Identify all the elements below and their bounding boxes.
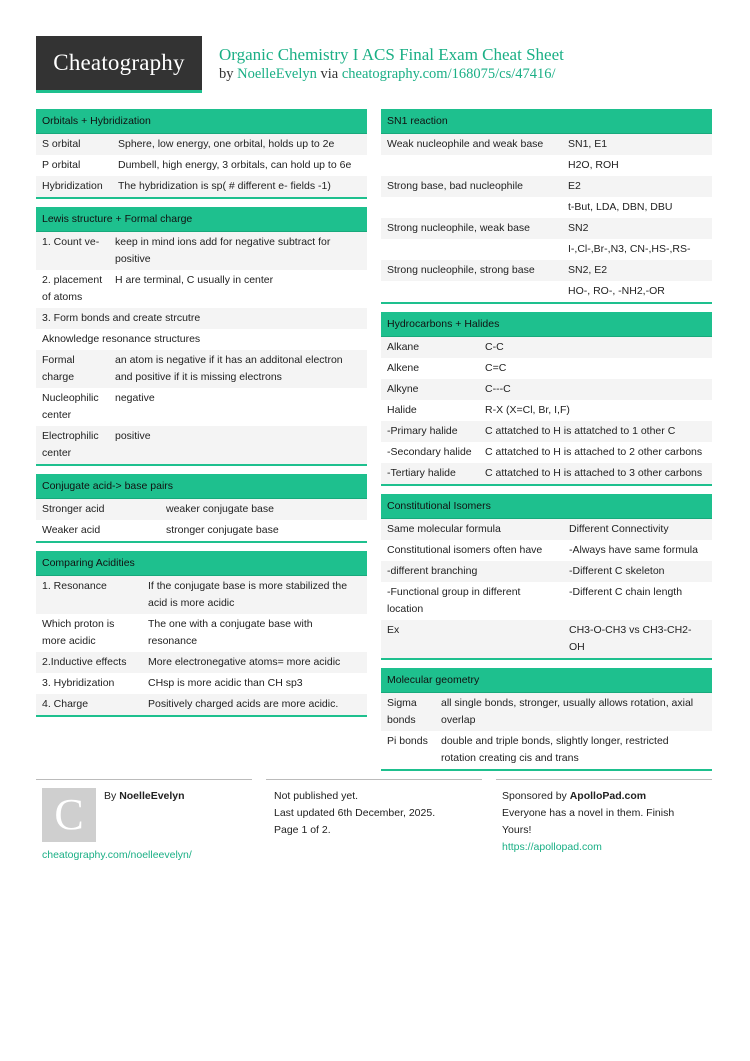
row-value: t-But, LDA, DBN, DBU bbox=[562, 197, 712, 218]
author-avatar: C bbox=[42, 788, 96, 842]
section-table bbox=[36, 499, 367, 541]
table-row bbox=[381, 379, 712, 400]
row-value: More electronegative atoms= more acidic bbox=[142, 652, 367, 673]
table-row bbox=[36, 388, 367, 426]
section-sn1 bbox=[381, 109, 712, 304]
section-title: Molecular geometry bbox=[381, 668, 712, 693]
footer-by bbox=[104, 790, 185, 802]
table-row bbox=[381, 561, 712, 582]
right-column bbox=[381, 109, 712, 779]
table-row bbox=[381, 281, 712, 302]
sponsor-url-link[interactable]: https://apollopad.com bbox=[502, 841, 602, 853]
section-table bbox=[381, 134, 712, 302]
row-value: -Different C chain length bbox=[563, 582, 712, 620]
table-row bbox=[381, 540, 712, 561]
section-acidities bbox=[36, 551, 367, 717]
row-label: Alkene bbox=[381, 358, 479, 379]
section-title: Lewis structure + Formal charge bbox=[36, 207, 367, 232]
table-row bbox=[381, 260, 712, 281]
table-row bbox=[36, 176, 367, 197]
row-value: H2O, ROH bbox=[562, 155, 712, 176]
table-row bbox=[36, 499, 367, 520]
row-value: SN1, E1 bbox=[562, 134, 712, 155]
byline bbox=[219, 66, 556, 83]
row-value: C---C bbox=[479, 379, 712, 400]
page-footer bbox=[36, 779, 712, 869]
row-label: Ex bbox=[381, 620, 563, 658]
table-row bbox=[381, 421, 712, 442]
row-value: double and triple bonds, slightly longer, restricted rotation creating cis and trans bbox=[435, 731, 712, 769]
row-value: negative bbox=[109, 388, 367, 426]
table-row bbox=[381, 239, 712, 260]
last-updated: Last updated 6th December, 2025. bbox=[274, 807, 436, 819]
row-value: all single bonds, stronger, usually allows rotation, axial overlap bbox=[435, 693, 712, 731]
row-label: S orbital bbox=[36, 134, 112, 155]
section-table bbox=[381, 693, 712, 769]
row-value: The one with a conjugate base with resonance bbox=[142, 614, 367, 652]
row-value: weaker conjugate base bbox=[160, 499, 367, 520]
row-value: positive bbox=[109, 426, 367, 464]
row-value: Positively charged acids are more acidic. bbox=[142, 694, 367, 715]
section-title: Comparing Acidities bbox=[36, 551, 367, 576]
row-label: 1. Resonance bbox=[36, 576, 142, 614]
table-row bbox=[381, 519, 712, 540]
row-label: Aknowledge resonance structures bbox=[36, 329, 367, 350]
section-table bbox=[36, 232, 367, 464]
row-label: Formal charge bbox=[36, 350, 109, 388]
section-title: SN1 reaction bbox=[381, 109, 712, 134]
row-label: Weak nucleophile and weak base bbox=[381, 134, 562, 155]
section-table bbox=[381, 519, 712, 658]
sheet-url-link[interactable]: cheatography.com/168075/cs/47416/ bbox=[341, 66, 556, 82]
row-value: CH3-O-CH3 vs CH3-CH2-OH bbox=[563, 620, 712, 658]
table-row bbox=[36, 426, 367, 464]
row-label: -Primary halide bbox=[381, 421, 479, 442]
row-label bbox=[381, 239, 562, 260]
sponsor-tagline-2: Yours! bbox=[502, 824, 532, 836]
table-row bbox=[36, 350, 367, 388]
row-value: HO-, RO-, -NH2,-OR bbox=[562, 281, 712, 302]
row-label: -Secondary halide bbox=[381, 442, 479, 463]
row-label bbox=[381, 281, 562, 302]
row-label: Nucleophilic center bbox=[36, 388, 109, 426]
row-label: 3. Hybridization bbox=[36, 673, 142, 694]
row-value: SN2, E2 bbox=[562, 260, 712, 281]
section-lewis bbox=[36, 207, 367, 466]
by-label: by bbox=[219, 66, 234, 82]
row-label: 1. Count ve- bbox=[36, 232, 109, 270]
row-value: -Always have same formula bbox=[563, 540, 712, 561]
row-label: Stronger acid bbox=[36, 499, 160, 520]
table-row bbox=[36, 329, 367, 350]
row-label: Halide bbox=[381, 400, 479, 421]
table-row bbox=[381, 400, 712, 421]
section-orbitals bbox=[36, 109, 367, 199]
table-row bbox=[36, 652, 367, 673]
sponsored-label: Sponsored by bbox=[502, 790, 567, 802]
cheatography-logo[interactable] bbox=[36, 36, 202, 93]
section-geometry bbox=[381, 668, 712, 771]
row-value: I-,Cl-,Br-,N3, CN-,HS-,RS- bbox=[562, 239, 712, 260]
page-number: Page 1 of 2. bbox=[274, 824, 331, 836]
table-row bbox=[36, 232, 367, 270]
row-label: -different branching bbox=[381, 561, 563, 582]
row-value: The hybridization is sp( # different e- fields -1) bbox=[112, 176, 367, 197]
row-value: Dumbell, high energy, 3 orbitals, can hold up to 6e bbox=[112, 155, 367, 176]
footer-by-label: By bbox=[104, 790, 117, 802]
footer-sponsor bbox=[496, 779, 712, 869]
row-label: Constitutional isomers often have bbox=[381, 540, 563, 561]
section-isomers bbox=[381, 494, 712, 660]
footer-author-link[interactable]: cheatography.com/noelleevelyn/ bbox=[42, 849, 192, 861]
table-row bbox=[381, 176, 712, 197]
row-label: 2. placement of atoms bbox=[36, 270, 109, 308]
table-row bbox=[381, 197, 712, 218]
row-value: R-X (X=Cl, Br, I,F) bbox=[479, 400, 712, 421]
author-link[interactable]: NoelleEvelyn bbox=[237, 66, 317, 82]
table-row bbox=[36, 694, 367, 715]
table-row bbox=[381, 155, 712, 176]
row-value: an atom is negative if it has an additonal electron and positive if it is missing electrons bbox=[109, 350, 367, 388]
table-row bbox=[381, 731, 712, 769]
section-table bbox=[381, 337, 712, 484]
section-table bbox=[36, 134, 367, 197]
table-row bbox=[381, 620, 712, 658]
row-value: C-C bbox=[479, 337, 712, 358]
row-label: Weaker acid bbox=[36, 520, 160, 541]
row-label: Strong nucleophile, strong base bbox=[381, 260, 562, 281]
row-label: 3. Form bonds and create strcutre bbox=[36, 308, 367, 329]
page-header bbox=[36, 36, 712, 93]
sponsor-name[interactable]: ApolloPad.com bbox=[569, 790, 647, 802]
section-title: Orbitals + Hybridization bbox=[36, 109, 367, 134]
row-value: H are terminal, C usually in center bbox=[109, 270, 367, 308]
row-label: Pi bonds bbox=[381, 731, 435, 769]
table-row bbox=[36, 270, 367, 308]
table-row bbox=[381, 218, 712, 239]
table-row bbox=[381, 582, 712, 620]
logo-text: Cheatography bbox=[53, 50, 185, 75]
row-label: Same molecular formula bbox=[381, 519, 563, 540]
sponsor-tagline-1: Everyone has a novel in them. Finish bbox=[502, 807, 675, 819]
table-row bbox=[381, 463, 712, 484]
row-label: -Functional group in different location bbox=[381, 582, 563, 620]
row-label: 4. Charge bbox=[36, 694, 142, 715]
row-label: Electrophilic center bbox=[36, 426, 109, 464]
row-value: Different Connectivity bbox=[563, 519, 712, 540]
table-row bbox=[36, 308, 367, 329]
page-title: Organic Chemistry I ACS Final Exam Cheat Sheet bbox=[219, 45, 564, 64]
row-label: 2.Inductive effects bbox=[36, 652, 142, 673]
footer-author bbox=[36, 779, 252, 869]
row-label: P orbital bbox=[36, 155, 112, 176]
row-label: Alkane bbox=[381, 337, 479, 358]
row-label: Strong nucleophile, weak base bbox=[381, 218, 562, 239]
table-row bbox=[381, 442, 712, 463]
section-hydrocarbons bbox=[381, 312, 712, 486]
row-label: Sigma bonds bbox=[381, 693, 435, 731]
footer-status bbox=[266, 779, 482, 869]
section-table bbox=[36, 576, 367, 715]
table-row bbox=[36, 614, 367, 652]
published-status: Not published yet. bbox=[274, 790, 359, 802]
left-column bbox=[36, 109, 367, 725]
table-row bbox=[381, 134, 712, 155]
section-conjugate bbox=[36, 474, 367, 543]
row-value: C attatched to H is attatched to 1 other C bbox=[479, 421, 712, 442]
section-title: Conjugate acid-> base pairs bbox=[36, 474, 367, 499]
row-label bbox=[381, 155, 562, 176]
row-value: CHsp is more acidic than CH sp3 bbox=[142, 673, 367, 694]
row-value: C attatched to H is attached to 3 other carbons bbox=[479, 463, 712, 484]
table-row bbox=[36, 134, 367, 155]
section-title: Constitutional Isomers bbox=[381, 494, 712, 519]
row-label: Strong base, bad nucleophile bbox=[381, 176, 562, 197]
table-row bbox=[36, 576, 367, 614]
row-value: stronger conjugate base bbox=[160, 520, 367, 541]
row-label: Alkyne bbox=[381, 379, 479, 400]
section-title: Hydrocarbons + Halides bbox=[381, 312, 712, 337]
table-row bbox=[381, 693, 712, 731]
row-value: keep in mind ions add for negative subtract for positive bbox=[109, 232, 367, 270]
row-value: E2 bbox=[562, 176, 712, 197]
row-value: -Different C skeleton bbox=[563, 561, 712, 582]
footer-author-name[interactable]: NoelleEvelyn bbox=[119, 790, 185, 802]
table-row bbox=[36, 673, 367, 694]
sponsored-by bbox=[502, 788, 646, 805]
via-label: via bbox=[320, 66, 339, 82]
table-row bbox=[381, 358, 712, 379]
row-label: Which proton is more acidic bbox=[36, 614, 142, 652]
row-value: C attatched to H is attached to 2 other carbons bbox=[479, 442, 712, 463]
row-label bbox=[381, 197, 562, 218]
row-value: SN2 bbox=[562, 218, 712, 239]
row-value: If the conjugate base is more stabilized the acid is more acidic bbox=[142, 576, 367, 614]
table-row bbox=[36, 155, 367, 176]
row-value: Sphere, low energy, one orbital, holds up to 2e bbox=[112, 134, 367, 155]
table-row bbox=[36, 520, 367, 541]
table-row bbox=[381, 337, 712, 358]
row-label: -Tertiary halide bbox=[381, 463, 479, 484]
row-label: Hybridization bbox=[36, 176, 112, 197]
row-value: C=C bbox=[479, 358, 712, 379]
